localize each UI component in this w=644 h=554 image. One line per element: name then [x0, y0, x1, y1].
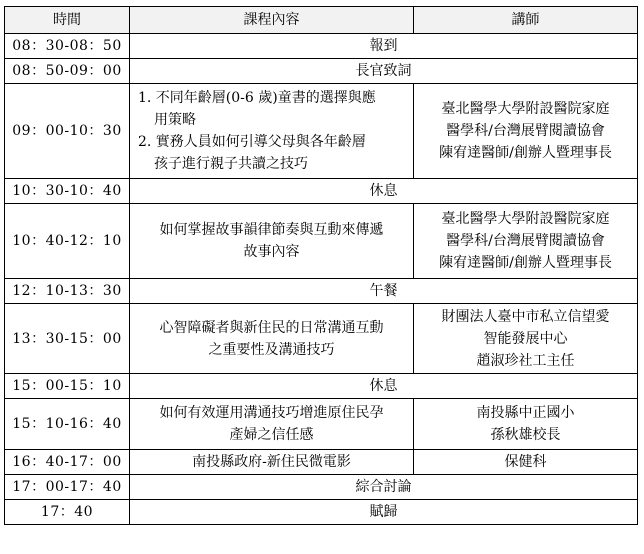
course-cell — [130, 304, 414, 374]
time-cell: 08：50-09：00 — [5, 59, 130, 84]
lecturer-line: 醫學科/台灣展臂閱讀協會 — [446, 123, 605, 139]
table-row — [5, 475, 638, 500]
time-cell: 08：30-08：50 — [5, 34, 130, 59]
course-line: 用策略 — [154, 112, 196, 128]
table-row — [5, 450, 638, 475]
time-cell: 15：00-15：10 — [5, 374, 130, 399]
course-line: 如何有效運用溝通技巧增進原住民孕 — [159, 405, 384, 421]
course-cell — [130, 399, 414, 450]
lecturer-line: 趙淑珍社工主任 — [476, 352, 575, 369]
time-cell: 15：10-16：40 — [5, 399, 130, 450]
lecturer-line: 醫學科/台灣展臂閱讀協會 — [446, 233, 605, 249]
course-line: 如何掌握故事韻律節奏與互動來傳遞 — [159, 222, 384, 238]
table-row — [5, 500, 638, 525]
time-cell: 17：00-17：40 — [5, 475, 130, 500]
lecturer-line: 智能發展中心 — [483, 330, 568, 347]
course-item — [138, 87, 407, 131]
table-row — [5, 399, 638, 450]
time-cell: 10：30-10：40 — [5, 179, 130, 204]
lecturer-line: 陳宥達醫師/創辦人暨理事長 — [439, 255, 612, 271]
course-line: 產婦之信任感 — [229, 427, 314, 443]
table-row — [5, 204, 638, 279]
table-row — [5, 84, 638, 179]
course-cell: 南投縣政府-新住民微電影 — [130, 450, 414, 475]
lecturer-line: 財團法人臺中市私立信望愛 — [441, 308, 610, 325]
span-cell: 賦歸 — [130, 500, 638, 525]
lecturer-cell — [414, 399, 638, 450]
lecturer-cell — [414, 304, 638, 374]
span-cell: 休息 — [130, 374, 638, 399]
lecturer-line: 孫秋雄校長 — [490, 427, 561, 443]
lecturer-cell: 保健科 — [414, 450, 638, 475]
schedule-table — [4, 6, 638, 525]
lecturer-line: 陳宥達醫師/創辦人暨理事長 — [439, 145, 612, 161]
header-row — [5, 7, 638, 34]
header-time: 時間 — [5, 7, 130, 34]
time-cell: 16：40-17：00 — [5, 450, 130, 475]
time-cell: 12：10-13：30 — [5, 279, 130, 304]
lecturer-cell — [414, 84, 638, 179]
lecturer-line: 南投縣中正國小 — [476, 405, 575, 421]
span-cell: 長官致詞 — [130, 59, 638, 84]
table-row — [5, 59, 638, 84]
time-cell: 13：30-15：00 — [5, 304, 130, 374]
course-line: 2. 實務人員如何引導父母與各年齡層 — [138, 134, 366, 150]
course-line: 孩子進行親子共讀之技巧 — [154, 156, 308, 172]
course-line: 1. 不同年齡層(0-6 歲)童書的選擇與應 — [138, 90, 376, 106]
course-item — [138, 131, 407, 175]
table-row — [5, 279, 638, 304]
course-line: 心智障礙者與新住民的日常溝通互動 — [159, 319, 384, 336]
course-line: 故事內容 — [243, 244, 300, 260]
time-cell: 09：00-10：30 — [5, 84, 130, 179]
course-cell — [130, 84, 414, 179]
span-cell: 休息 — [130, 179, 638, 204]
span-cell: 報到 — [130, 34, 638, 59]
header-lecturer: 講師 — [414, 7, 638, 34]
table-row — [5, 34, 638, 59]
table-row — [5, 374, 638, 399]
course-line: 之重要性及溝通技巧 — [208, 341, 335, 358]
lecturer-cell — [414, 204, 638, 279]
time-cell: 17：40 — [5, 500, 130, 525]
time-cell: 10：40-12：10 — [5, 204, 130, 279]
lecturer-line: 臺北醫學大學附設醫院家庭 — [441, 211, 610, 227]
header-course: 課程內容 — [130, 7, 414, 34]
lecturer-line: 臺北醫學大學附設醫院家庭 — [441, 101, 610, 117]
table-row — [5, 179, 638, 204]
span-cell: 綜合討論 — [130, 475, 638, 500]
table-row — [5, 304, 638, 374]
span-cell: 午餐 — [130, 279, 638, 304]
course-cell — [130, 204, 414, 279]
